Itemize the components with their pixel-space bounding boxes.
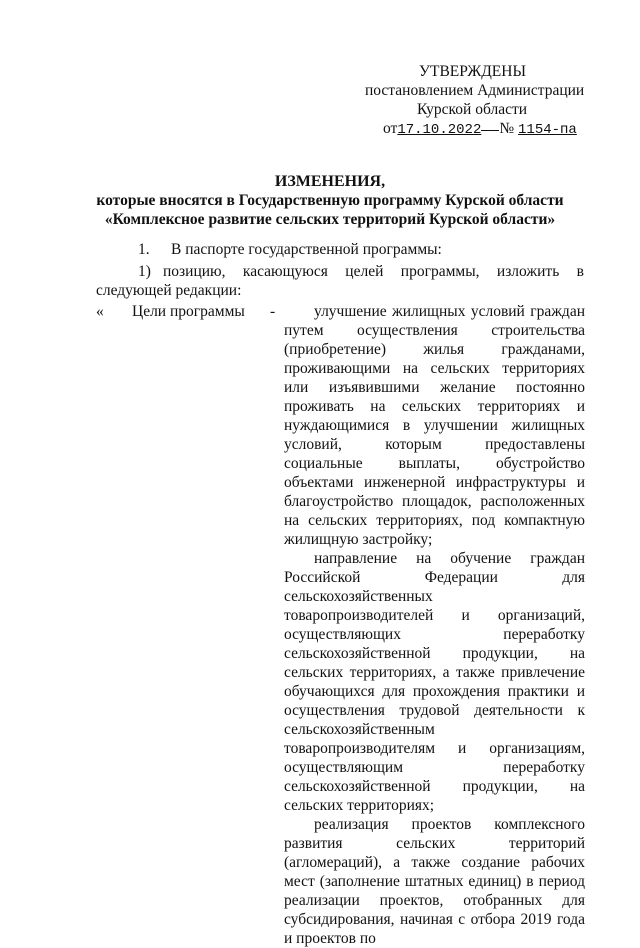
goals-text bbox=[284, 302, 585, 948]
document-title bbox=[40, 172, 620, 229]
item-1-number: 1. bbox=[138, 241, 150, 258]
title-heading: ИЗМЕНЕНИЯ, bbox=[274, 173, 386, 190]
subitem-text: позицию, касающуюся целей программы, изложить в следующей редакции: bbox=[96, 263, 584, 299]
approval-region: Курской области bbox=[417, 101, 528, 118]
approval-block bbox=[365, 62, 585, 140]
goal-paragraph-education: направление на обучение граждан Российской Федерации для сельскохозяйственных товаропроизводителей и организаций, осуществляющих переработку сельскохозяйственной продукции, на сельских территориях, а также привлечение обучающихся для прохождения практики и осуществления трудовой деятельности к сельскохозяйственным товаропроизводителям и организациям, осуществляющим переработку сельскохозяйственной продукции, на сельских территориях; bbox=[284, 550, 585, 814]
item-1-subitem bbox=[96, 262, 584, 300]
item-1-text: В паспорте государственной программы: bbox=[171, 241, 442, 258]
approval-number: 1154-па bbox=[518, 122, 577, 138]
title-subline: которые вносятся в Государственную программу Курской области bbox=[96, 192, 564, 209]
approval-date-number bbox=[365, 119, 585, 140]
goal-paragraph-housing: улучшение жилищных условий граждан путем осуществления строительства (приобретение) жилья гражданами, проживающими на сельских территориях или изъявившими желание постоянно проживать на сельских территориях и нуждающимися в улучшении жилищных условий, которым предоставлены социальные выплаты, обустройство объектами инженерной инфраструктуры и благоустройство площадок, расположенных на сельских территориях, под компактную жилищную застройку; bbox=[284, 303, 585, 548]
item-1 bbox=[138, 240, 442, 259]
approval-number-sign: № bbox=[499, 120, 515, 137]
opening-quote: « bbox=[96, 303, 104, 320]
approval-date: 17.10.2022 bbox=[397, 122, 482, 138]
approval-from-label: от bbox=[383, 120, 398, 137]
row-label: Цели программы bbox=[132, 303, 245, 320]
date-underline-gap bbox=[481, 129, 499, 131]
approval-issuer: постановлением Администрации bbox=[365, 82, 585, 99]
approval-heading: УТВЕРЖДЕНЫ bbox=[419, 63, 526, 80]
subitem-number: 1) bbox=[138, 263, 151, 280]
title-program-name: «Комплексное развитие сельских территорий Курской области» bbox=[104, 211, 556, 228]
row-dash: - bbox=[270, 303, 276, 320]
goal-paragraph-projects: реализация проектов комплексного развития сельских территорий (агломераций), а также создание рабочих мест (заполнение штатных единиц) в период реализации проектов, отобранных для субсидирования, начиная с отбора 2019 года и проектов по bbox=[284, 816, 585, 947]
